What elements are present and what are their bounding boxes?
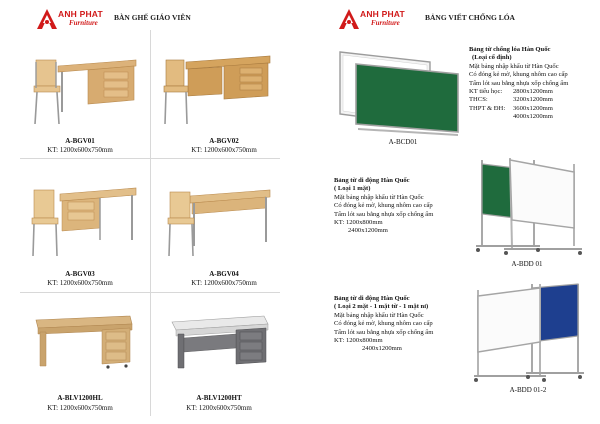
brand-name: ANH PHAT [58,9,103,19]
product-code-bgv03: A-BGV03 [65,270,95,278]
board2-line-2: Có đóng kẻ mờ, khung nhôm cao cấp [334,202,433,210]
left-h-divider-1 [20,158,280,159]
board-image-bcd01 [334,44,464,136]
product-size-bgv04: KT: 1200x600x750mm [191,279,257,287]
board1-line-1: Mặt bảng nhập khẩu từ Hàn Quốc [469,62,559,70]
board1-line-2: Có đóng kẻ mờ, khung nhôm cao cấp [469,71,568,79]
board-image-bdd01-2 [474,280,584,384]
product-size-bgv01: KT: 1200x600x750mm [47,146,113,154]
board-code-bdd01-2: A-BDD 01-2 [509,386,547,394]
board3-line-1: Mặt bảng nhập khẩu từ Hàn Quốc [334,311,424,319]
board2-line-5: 2400x1200mm [348,227,388,235]
product-size-bgv03: KT: 1200x600x750mm [47,279,113,287]
brand-mark-icon [36,8,58,30]
board2-line-1: Mặt bảng nhập khẩu từ Hàn Quốc [334,193,424,201]
product-size-bgv02: KT: 1200x600x750mm [191,146,257,154]
product-image-bgv02 [162,46,274,126]
board2-subtitle: ( Loại 1 mặt) [334,185,371,193]
board1-size-row-2: THCS: 3200x1200mm [469,96,553,104]
board1-subtitle: (Loại cố định) [472,54,512,62]
left-section-title: BÀN GHẾ GIÁO VIÊN [114,13,191,22]
board1-size-row-4: 4000x1200mm [513,113,553,121]
board3-line-2: Có đóng kẻ mờ, khung nhôm cao cấp [334,320,433,328]
product-size-blv1200hl: KT: 1200x600x750mm [47,404,113,412]
product-image-bgv04 [162,180,274,260]
product-image-blv1200ht [168,310,272,374]
board3-description [334,295,433,354]
product-code-bgv04: A-BGV04 [209,270,239,278]
brand-mark-icon [338,8,360,30]
board1-size-row-3: THPT & ĐH: 3600x1200mm [469,104,553,112]
board1-description [469,46,568,122]
brand-subtitle: Furniture [371,19,400,27]
board1-size-row-1: KT tiểu học: 2800x1200mm [469,87,553,95]
product-image-bgv03 [28,180,140,260]
board1-line-3: Tấm lót sau bằng nhựa xốp chống ẩm [469,79,569,87]
product-code-bgv01: A-BGV01 [65,137,95,145]
board3-line-3: Tấm lót sau bằng nhựa xốp chống ẩm [334,328,434,336]
board3-subtitle: ( Loại 2 mặt - 1 mặt từ - 1 mặt nỉ) [334,303,429,311]
board2-line-4: KT: 1200x800mm [334,218,383,226]
board2-title: Bảng từ di động Hàn Quốc [334,177,410,184]
board1-title: Bảng từ chống lóa Hàn Quốc [469,46,551,53]
product-image-blv1200hl [32,310,136,374]
product-code-bgv02: A-BGV02 [209,137,239,145]
right-section-title: BẢNG VIẾT CHỐNG LÓA [425,13,515,22]
board3-line-4: KT: 1200x800mm [334,336,383,344]
board2-description [334,177,433,236]
board-code-bcd01: A-BCD01 [388,138,418,146]
board2-line-3: Tấm lót sau bằng nhựa xốp chống ẩm [334,210,434,218]
product-size-blv1200ht: KT: 1200x600x750mm [186,404,252,412]
brand-logo-left [36,8,103,30]
board-image-bdd01 [474,154,584,256]
brand-subtitle: Furniture [69,19,98,27]
product-image-bgv01 [28,48,140,128]
product-code-blv1200ht: A-BLV1200HT [196,394,242,402]
left-vertical-divider [150,30,151,416]
left-h-divider-2 [20,292,280,293]
board3-line-5: 2400x1200mm [362,345,402,353]
board-code-bdd01: A-BDD 01 [511,260,543,268]
brand-name: ANH PHAT [360,9,405,19]
brand-logo-right [338,8,405,30]
board3-title: Bảng từ di động Hàn Quốc [334,295,410,302]
product-code-blv1200hl: A-BLV1200HL [57,394,103,402]
